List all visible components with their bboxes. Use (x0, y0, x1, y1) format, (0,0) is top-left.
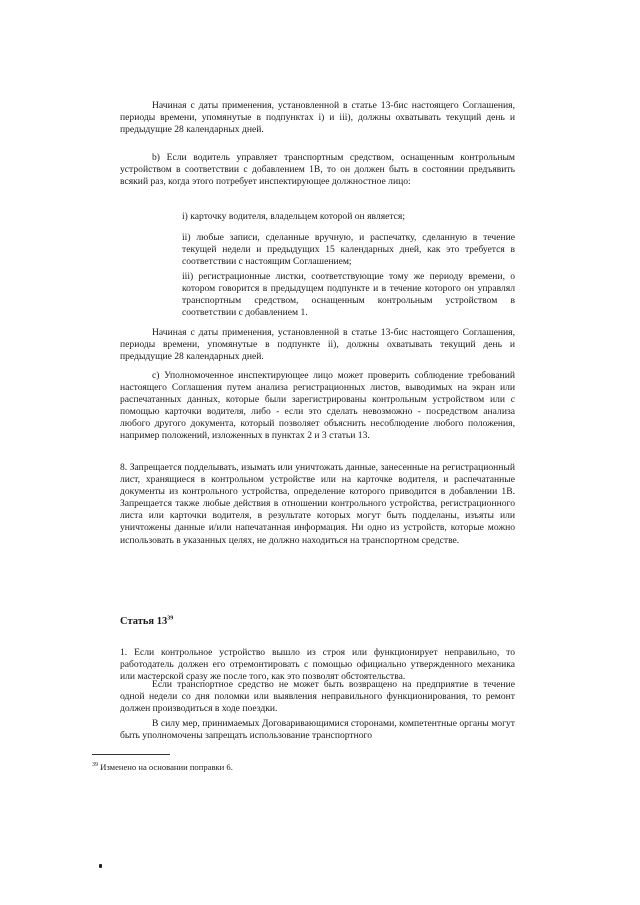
paragraph-8: 8. Запрещается подделывать, изымать или уничтожать данные, занесенные на регистрационный лист, хранящиеся в контрольном устройстве или на карточке водителя, и распечатанные документы из контрольного устройства, определение которого приводится в добавлении 1В. Запрещается также любые действия в отношении контрольного устройства, регистрационного листа или карточки водителя, в результате которых могут быть подделаны, изъяты или уничтожены данные и/или напечатанная информация. Ни одно из устройств, которые можно использовать в указанных целях, не должно находиться на транспортном средстве. (120, 462, 515, 546)
paragraph-b-iii: iii) регистрационные листки, соответствующие тому же периоду времени, о котором говорится в предыдущем подпункте и в течение которого он управлял транспортным средством, оснащенным контрольным устройством в соответствии с добавлением 1. (182, 271, 515, 319)
paragraph-b-i: i) карточку водителя, владельцем которой он является; (182, 211, 406, 222)
article-heading (120, 616, 173, 627)
footnote-separator (92, 754, 170, 755)
paragraph-13-1: 1. Если контрольное устройство вышло из строя или функционирует неправильно, то работодатель должен его отремонтировать с помощью официально утвержденного механика или мастерской сразу же после того, как это позволят обстоятельства. (120, 647, 515, 683)
footnote (92, 762, 233, 772)
paragraph-b: b) Если водитель управляет транспортным средством, оснащенным контрольным устройством в соответствии с добавлением 1В, то он должен быть в состоянии предъявить всякий раз, когда этого потребует инспектирующее должностное лицо: (120, 152, 515, 188)
paragraph-13-2: Если транспортное средство не может быть возвращено на предприятие в течение одной недели со дня поломки или выявления неправильного функционирования, то ремонт должен производиться в ходе поездки. (120, 679, 515, 715)
article-title: Статья 13 (120, 616, 168, 627)
footnote-text: Изменено на основании поправки 6. (100, 762, 233, 772)
paragraph-c: c) Уполномоченное инспектирующее лицо может проверить соблюдение требований настоящего Соглашения путем анализа регистрационных листов, выводимых на экран или распечатанных данных, которые были зарегистрированы контрольным устройством или с помощью карточки водителя, либо - если это сделать невозможно - посредством анализа любого другого документа, который позволяет объяснить несоблюдение любого положения, например положений, изложенных в пунктах 2 и 3 статьи 13. (120, 370, 515, 442)
paragraph-b-ii: ii) любые записи, сделанные вручную, и распечатку, сделанную в течение текущей недели и предыдущих 15 календарных дней, как это требуется в соответствии с настоящим Соглашением; (182, 232, 515, 268)
paragraph-period-ii: Начиная с даты применения, установленной в статье 13-бис настоящего Соглашения, периоды времени, упомянутые в подпункте ii), должны охватывать текущий день и предыдущие 28 календарных дней. (120, 327, 515, 363)
article-footnote-ref: 39 (167, 615, 174, 622)
footnote-mark: 39 (92, 762, 98, 769)
paragraph-period-i-iii: Начиная с даты применения, установленной в статье 13-бис настоящего Соглашения, периоды времени, упомянутые в подпунктах i) и iii), должны охватывать текущий день и предыдущие 28 календарных дней. (120, 100, 515, 136)
scan-speck (99, 864, 102, 868)
paragraph-13-3: В силу мер, принимаемых Договаривающимися сторонами, компетентные органы могут быть уполномочены запрещать использование транспортного (120, 718, 515, 742)
